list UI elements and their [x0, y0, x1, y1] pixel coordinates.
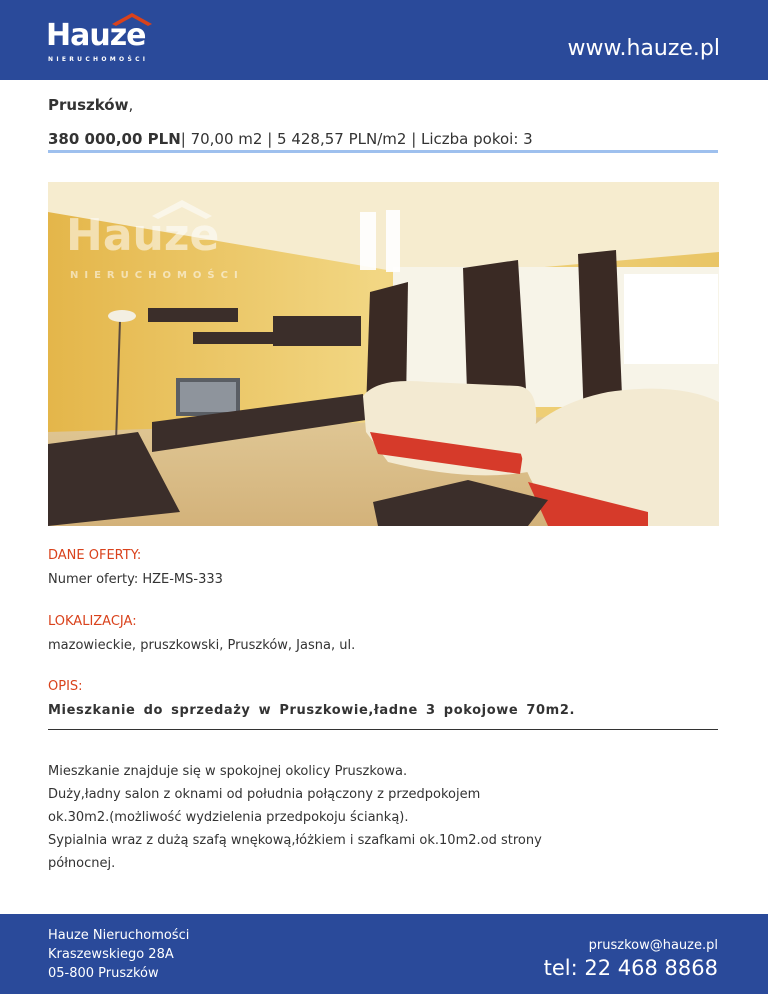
description-line: Duży,ładny salon z oknami od południa połączony z przedpokojem [48, 787, 481, 802]
logo-wordmark: Hauze [46, 18, 146, 53]
description-section-label: OPIS: [48, 679, 83, 694]
property-photo[interactable] [48, 182, 719, 526]
description-line: ok.30m2.(możliwość wydzielenia przedpokoju ścianką). [48, 810, 409, 825]
listing-price: 380 000,00 PLN [48, 130, 181, 148]
description-line: północnej. [48, 856, 116, 871]
offer-number: Numer oferty: HZE-MS-333 [48, 572, 223, 587]
living-room-image [48, 182, 719, 526]
watermark-subtext: NIERUCHOMOŚCI [70, 270, 244, 281]
description-divider [48, 729, 718, 730]
price-line [48, 130, 533, 148]
city-suffix: , [128, 96, 134, 114]
listing-city [48, 96, 133, 114]
city-name: Pruszków [48, 96, 129, 114]
description-body [48, 760, 688, 875]
company-name: Hauze Nieruchomości [48, 928, 190, 943]
offer-section-label: DANE OFERTY: [48, 548, 142, 563]
footer-address [48, 926, 189, 983]
description-line: Mieszkanie znajduje się w spokojnej okolicy Pruszkowa. [48, 764, 408, 779]
page-footer [0, 914, 768, 994]
website-link[interactable]: www.hauze.pl [567, 36, 720, 61]
description-line: Sypialnia wraz z dużą szafą wnękową,łóżkiem i szafkami ok.10m2.od strony [48, 833, 542, 848]
price-divider [48, 150, 718, 153]
email-link[interactable]: pruszkow@hauze.pl [588, 938, 718, 953]
description-title: Mieszkanie do sprzedaży w Pruszkowie,ładne 3 pokojowe 70m2. [48, 703, 576, 718]
page-header [0, 0, 768, 80]
phone-number[interactable]: tel: 22 468 8868 [543, 956, 718, 980]
postal-city: 05-800 Pruszków [48, 966, 159, 981]
logo-subtitle: NIERUCHOMOŚCI [48, 56, 149, 63]
listing-details: | 70,00 m2 | 5 428,57 PLN/m2 | Liczba pokoi: 3 [180, 130, 533, 148]
location-section-label: LOKALIZACJA: [48, 614, 137, 629]
street-address: Kraszewskiego 28A [48, 947, 174, 962]
watermark-text: Hauze [66, 210, 220, 261]
location-text: mazowieckie, pruszkowski, Pruszków, Jasna, ul. [48, 638, 356, 653]
hauze-logo[interactable] [46, 12, 158, 68]
